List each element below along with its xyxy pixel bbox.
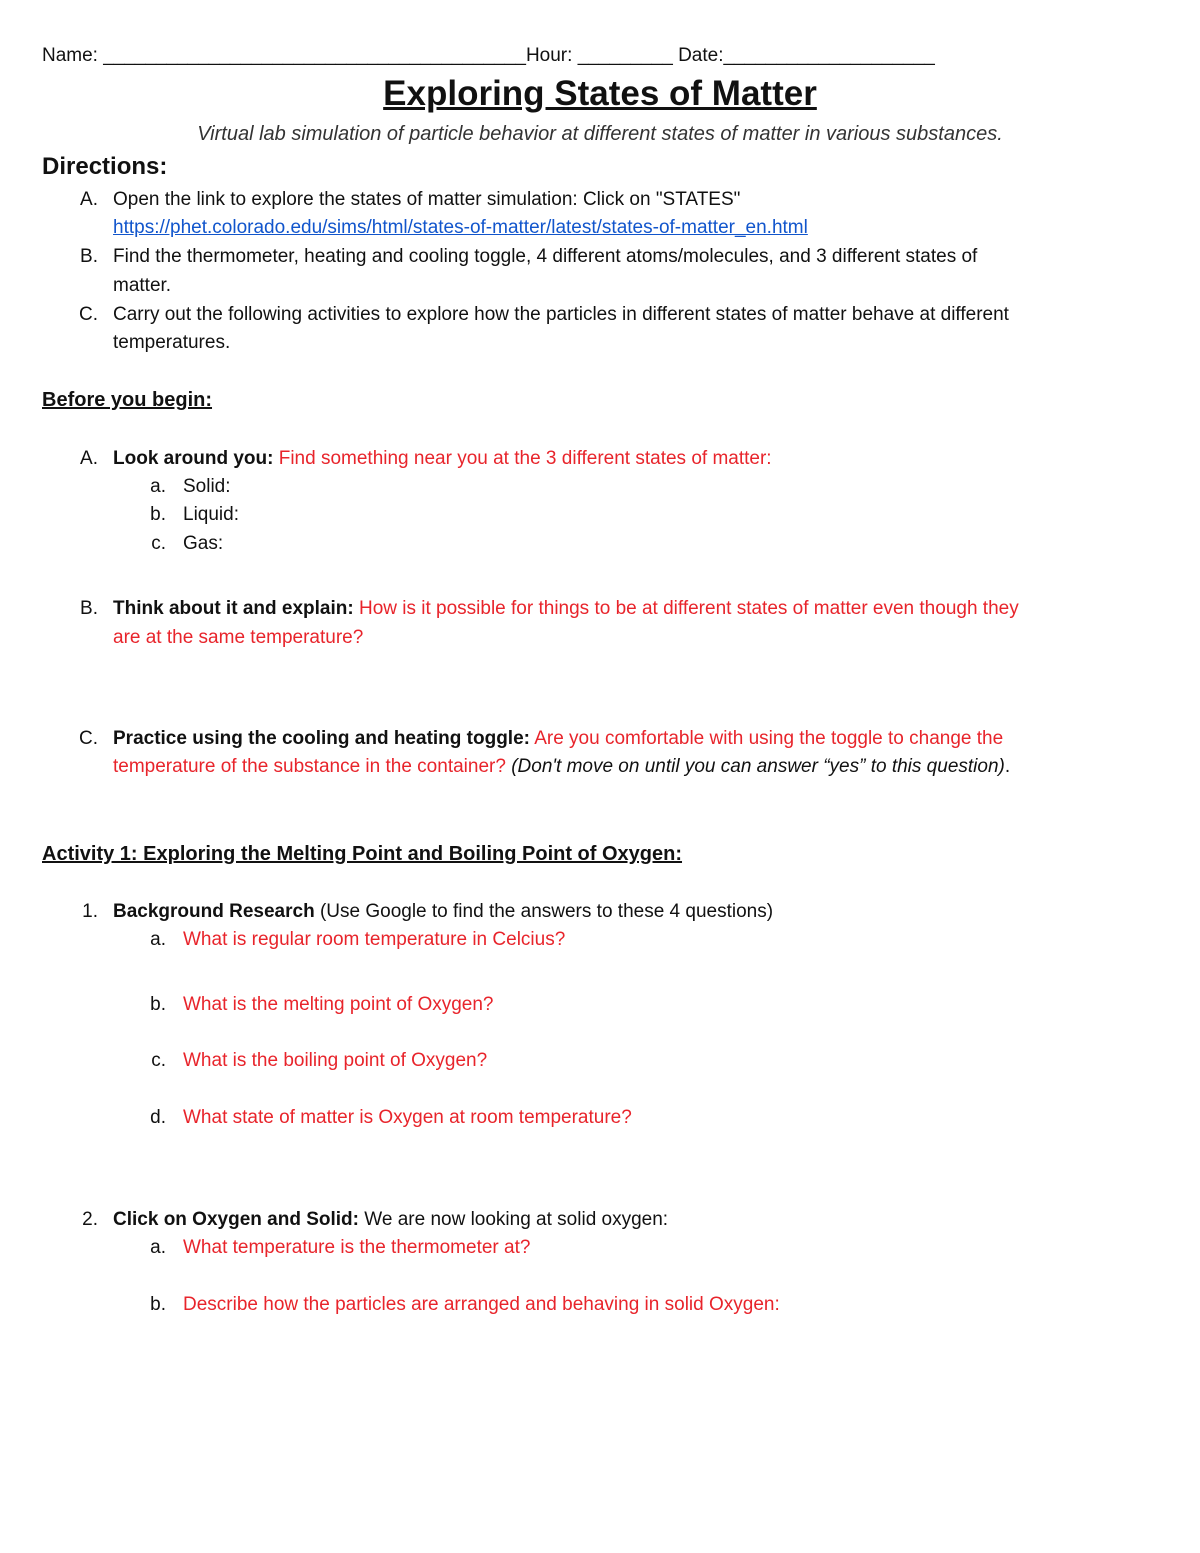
before-label-b: B.	[80, 598, 98, 619]
before-text-b-1	[113, 595, 1019, 623]
name-blank[interactable]: ________________________________________	[103, 45, 526, 66]
q1d-question: What state of matter is Oxygen at room temperature?	[183, 1107, 632, 1128]
q1c-label: c.	[151, 1050, 166, 1071]
q1b-label: b.	[150, 994, 166, 1015]
state-solid: Solid:	[183, 476, 231, 497]
before-text-a	[113, 445, 772, 473]
direction-label-b: B.	[80, 246, 98, 267]
state-liquid: Liquid:	[183, 504, 239, 525]
direction-text-b-1: Find the thermometer, heating and cooling toggle, 4 different atoms/molecules, and 3 different states of	[113, 246, 978, 267]
date-blank[interactable]: ____________________	[723, 45, 935, 66]
page-title: Exploring States of Matter	[383, 74, 817, 113]
direction-label-c: C.	[79, 304, 98, 325]
q1b-question: What is the melting point of Oxygen?	[183, 994, 494, 1015]
header-line	[42, 42, 935, 70]
before-c-end: .	[1004, 756, 1011, 777]
q1-label: 1.	[82, 901, 98, 922]
q2-bold: Click on Oxygen and Solid:	[113, 1209, 359, 1230]
before-c-bold: Practice using the cooling and heating toggle:	[113, 728, 530, 749]
before-b-question-1: How is it possible for things to be at different states of matter even though they	[353, 598, 1019, 619]
state-label-a: a.	[150, 476, 166, 497]
before-b-question-2: are at the same temperature?	[113, 627, 364, 648]
before-heading: Before you begin:	[42, 389, 213, 411]
q2b-label: b.	[150, 1294, 166, 1315]
state-gas: Gas:	[183, 533, 224, 554]
name-label: Name:	[42, 45, 104, 66]
q1-bold: Background Research	[113, 901, 315, 922]
q2b-question: Describe how the particles are arranged and behaving in solid Oxygen:	[183, 1294, 780, 1315]
q1-rest: (Use Google to find the answers to these 4 questions)	[314, 901, 774, 922]
before-c-question-1: Are you comfortable with using the toggle to change the	[529, 728, 1004, 749]
activity1-heading: Activity 1: Exploring the Melting Point and Boiling Point of Oxygen:	[42, 843, 683, 865]
before-c-note: (Don't move on until you can answer “yes” to this question)	[511, 756, 1005, 777]
date-label: Date:	[672, 45, 724, 66]
before-a-bold: Look around you:	[113, 448, 274, 469]
q1-text	[113, 898, 773, 926]
before-text-c-2	[113, 753, 1010, 781]
subtitle: Virtual lab simulation of particle behavior at different states of matter in various substances.	[197, 123, 1003, 145]
state-label-b: b.	[150, 504, 166, 525]
direction-text-c-2: temperatures.	[113, 332, 231, 353]
q2a-question: What temperature is the thermometer at?	[183, 1237, 531, 1258]
direction-text-a: Open the link to explore the states of matter simulation: Click on "STATES"	[113, 189, 741, 210]
before-label-c: C.	[79, 728, 98, 749]
directions-heading: Directions:	[42, 153, 168, 180]
hour-blank[interactable]: _________	[577, 45, 673, 66]
q2a-label: a.	[150, 1237, 166, 1258]
q2-rest: We are now looking at solid oxygen:	[358, 1209, 669, 1230]
q1a-question: What is regular room temperature in Celcius?	[183, 929, 566, 950]
q2-text	[113, 1206, 668, 1234]
q1c-question: What is the boiling point of Oxygen?	[183, 1050, 488, 1071]
simulation-link[interactable]: https://phet.colorado.edu/sims/html/states-of-matter/latest/states-of-matter_en.html	[113, 217, 808, 238]
before-a-question: Find something near you at the 3 different states of matter:	[273, 448, 772, 469]
before-text-c-1	[113, 725, 1003, 753]
before-label-a: A.	[80, 448, 98, 469]
before-b-bold: Think about it and explain:	[113, 598, 354, 619]
hour-label: Hour:	[525, 45, 578, 66]
direction-text-b-2: matter.	[113, 275, 172, 296]
state-label-c: c.	[151, 533, 166, 554]
q1a-label: a.	[150, 929, 166, 950]
before-c-question-2: temperature of the substance in the container?	[113, 756, 512, 777]
q1d-label: d.	[150, 1107, 166, 1128]
direction-text-c-1: Carry out the following activities to explore how the particles in different states of matter behave at different	[113, 304, 1009, 325]
direction-label-a: A.	[80, 189, 98, 210]
q2-label: 2.	[82, 1209, 98, 1230]
